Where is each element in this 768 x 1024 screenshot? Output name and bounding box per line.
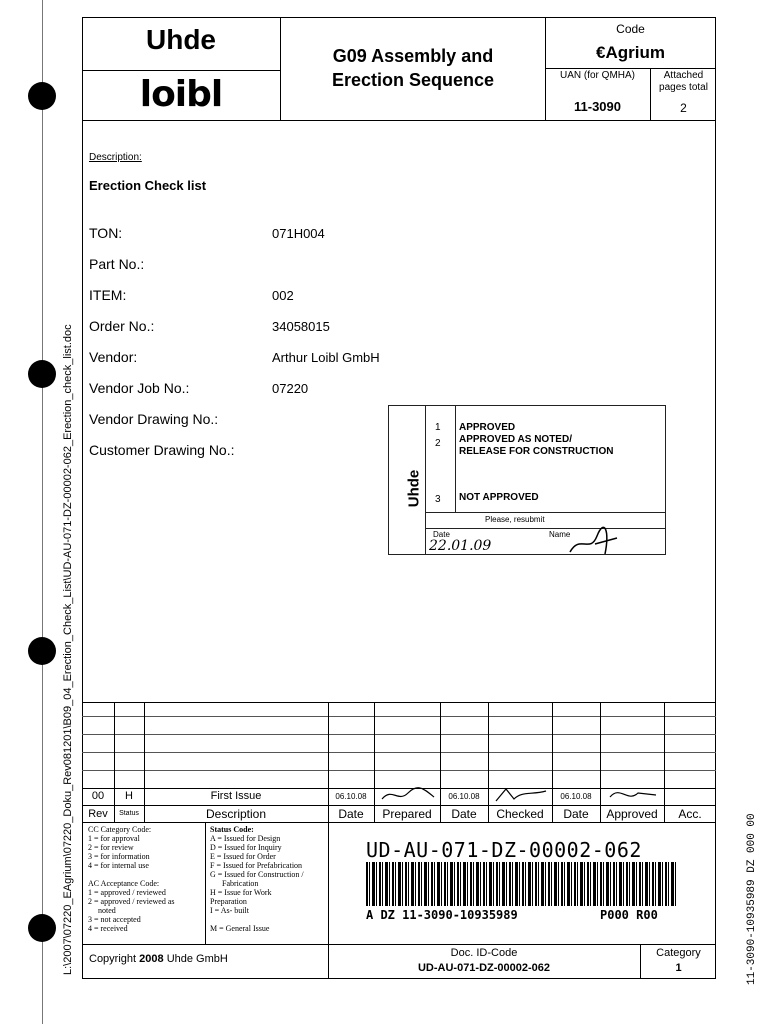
doc-id-value: UD-AU-071-DZ-00002-062 [417, 962, 551, 974]
field-value-vendor: Arthur Loibl GmbH [272, 350, 380, 365]
stamp-row2-text: APPROVED AS NOTED/ [459, 434, 572, 445]
rev-col [664, 702, 665, 822]
stamp-row3-number: 3 [435, 494, 441, 505]
rev-header: Rev [88, 808, 108, 820]
rev-value: 00 [91, 790, 105, 802]
rev-table-line [82, 770, 716, 771]
prepared-header: Prepared [382, 807, 432, 821]
status-header: Status [119, 810, 139, 817]
date-header: Date [563, 807, 589, 821]
cc-category-legend [88, 825, 204, 933]
description-header: Description [205, 807, 267, 821]
attached-label: pages total [659, 82, 708, 93]
barcode [366, 862, 678, 906]
cc-item: 4 = for internal use [88, 861, 149, 870]
stamp-please-text: Please, resubmit [485, 515, 545, 524]
rev-col [488, 702, 489, 822]
checked-signature [492, 785, 550, 805]
description-title: Erection Check list [89, 178, 207, 193]
copyright-year: 2008 [139, 953, 164, 965]
copyright-prefix: Copyright [89, 953, 137, 965]
agrium-logo: €Agrium [596, 43, 665, 62]
stamp-name-label: Name [549, 530, 571, 539]
field-value-item: 002 [272, 288, 294, 303]
field-value-order-no: 34058015 [272, 319, 330, 334]
punch-hole [28, 914, 56, 942]
doc-code-large: UD-AU-071-DZ-00002-062 [366, 838, 642, 862]
rev-table-top [82, 702, 716, 703]
barcode-text-right: P000 R00 [600, 908, 658, 922]
prepared-signature [378, 785, 438, 805]
rev-col [374, 702, 375, 822]
field-value-vendor-job-no: 07220 [272, 381, 309, 396]
status-item: D = Issued for Inquiry [210, 843, 282, 852]
category-value: 1 [675, 962, 682, 974]
stamp-divider [425, 528, 665, 529]
stamp-divider [425, 512, 665, 513]
uan-value: 11-3090 [574, 99, 621, 114]
rev-table-line [82, 805, 716, 806]
right-document-code: 11-3090-10935989 DZ 000 00 [746, 813, 758, 985]
category-label: Category [656, 947, 701, 959]
rev-col [600, 702, 601, 822]
status-value: H [125, 790, 133, 802]
status-item: Fabrication [222, 879, 259, 888]
status-title: Status Code: [210, 825, 254, 834]
copyright-company: Uhde GmbH [166, 953, 228, 965]
rev-description-value: First Issue [210, 790, 262, 802]
rev-col [328, 702, 329, 822]
field-value-ton: 071H004 [272, 226, 325, 241]
stamp-uhde-logo: Uhde [405, 469, 423, 508]
code-label: Code [616, 22, 645, 36]
approved-header: Approved [606, 807, 658, 821]
cc-item: 1 = for approval [88, 834, 140, 843]
loibl-logo: loibl [139, 74, 223, 115]
attached-label: Attached [663, 70, 704, 81]
field-label-order-no: Order No.: [89, 318, 155, 334]
cc-title: CC Category Code: [88, 825, 152, 834]
status-item: H = Issue for Work [210, 888, 272, 897]
stamp-date-label: Date [433, 530, 450, 539]
field-label-ton: TON: [89, 225, 123, 241]
approved-date-value: 06.10.08 [560, 792, 592, 801]
status-item: E = Issued for Order [210, 852, 276, 861]
logo-divider [82, 70, 280, 71]
date-header: Date [451, 807, 477, 821]
document-title-line1: G09 Assembly and [332, 46, 494, 66]
status-item: G = Issued for Construction / [210, 870, 304, 879]
rev-col [440, 702, 441, 822]
punch-hole [28, 82, 56, 110]
rev-table-bottom [82, 822, 716, 823]
status-code-legend [210, 825, 326, 933]
prepared-date-value: 06.10.08 [335, 792, 367, 801]
footer-divider [82, 944, 716, 945]
punch-hole [28, 360, 56, 388]
barcode-text-left: A DZ 11-3090-10935989 [366, 908, 518, 922]
codes-divider [205, 822, 206, 944]
field-label-part-no: Part No.: [89, 256, 145, 272]
stamp-row1-text: APPROVED [459, 422, 516, 433]
stamp-row2-number: 2 [435, 438, 441, 449]
checked-date-value: 06.10.08 [448, 792, 480, 801]
ac-item: 4 = received [88, 924, 128, 933]
codes-divider [328, 822, 329, 944]
field-label-vendor-job-no: Vendor Job No.: [89, 380, 190, 396]
doc-id-label: Doc. ID-Code [450, 947, 518, 959]
status-item: Preparation [210, 897, 247, 906]
ac-item: 1 = approved / reviewed [88, 888, 166, 897]
stamp-date-value: 22.01.09 [429, 538, 492, 554]
punch-hole [28, 637, 56, 665]
side-file-path: L:\2007\07220_EAgrium\07220_Doku_Rev081201\B09_04_Erection_Check_List\UD-AU-071-DZ-00002-062_Erection_check_list.doc [62, 324, 74, 975]
rev-table-line [82, 752, 716, 753]
approved-signature [604, 785, 662, 805]
checked-header: Checked [496, 807, 544, 821]
document-title-line2: Erection Sequence [331, 70, 495, 90]
stamp-row2-text: RELEASE FOR CONSTRUCTION [459, 446, 614, 457]
field-label-item: ITEM: [89, 287, 127, 303]
ac-item: 3 = not accepted [88, 915, 141, 924]
rev-col [114, 702, 115, 822]
header-divider [82, 120, 716, 121]
rev-col [144, 702, 145, 822]
uan-label: UAN (for QMHA) [560, 70, 635, 81]
code-divider [545, 68, 716, 69]
description-label: Description: [89, 152, 142, 163]
approval-stamp [388, 405, 666, 555]
rev-table-line [82, 734, 716, 735]
ac-item: noted [98, 906, 116, 915]
status-item: F = Issued for Prefabrication [210, 861, 303, 870]
acc-header: Acc. [678, 807, 702, 821]
margin-line [42, 0, 43, 1024]
status-item: M = General Issue [210, 924, 270, 933]
status-item: I = As- built [210, 906, 249, 915]
stamp-row1-number: 1 [435, 422, 441, 433]
status-item: A = Issued for Design [210, 834, 281, 843]
stamp-signature [565, 524, 625, 560]
cc-item: 2 = for review [88, 843, 134, 852]
uhde-logo: Uhde [146, 24, 216, 55]
attached-value: 2 [680, 101, 687, 115]
stamp-row3-text: NOT APPROVED [459, 492, 539, 503]
date-header: Date [338, 807, 364, 821]
rev-col [552, 702, 553, 822]
field-label-vendor-drawing-no: Vendor Drawing No.: [89, 411, 219, 427]
ac-title: AC Acceptance Code: [88, 879, 160, 888]
field-label-vendor: Vendor: [89, 349, 138, 365]
rev-table-line [82, 716, 716, 717]
copyright [89, 953, 228, 965]
cc-item: 3 = for information [88, 852, 150, 861]
field-label-customer-drawing-no: Customer Drawing No.: [89, 442, 235, 458]
ac-item: 2 = approved / reviewed as [88, 897, 175, 906]
header-col-divider [280, 17, 281, 120]
